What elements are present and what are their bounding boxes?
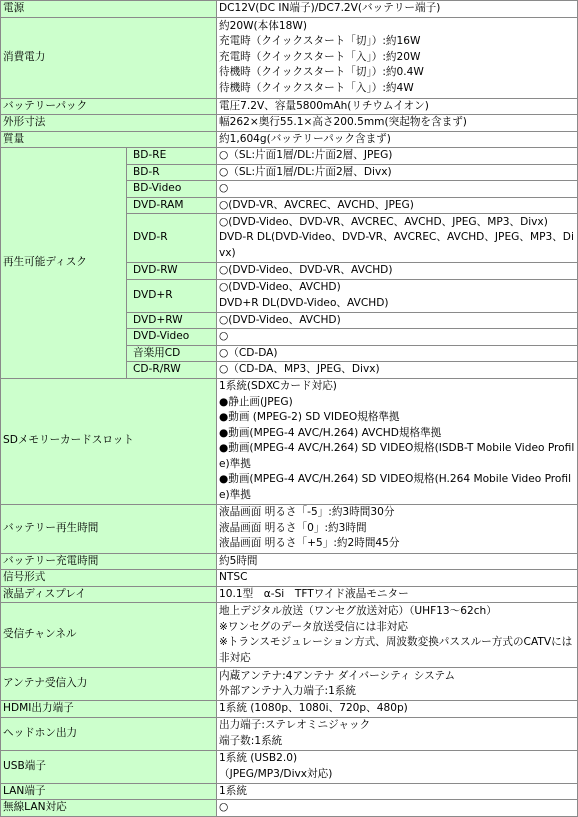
- disc-name: DVD-Video: [127, 329, 217, 346]
- value-sd-slot: [217, 378, 578, 504]
- play-time-line: 液晶画面 明るさ「+5」:約2時間45分: [219, 537, 400, 550]
- sd-line: ●動画 (MPEG-2) SD VIDEO規格準拠: [219, 411, 400, 423]
- label-usb: USB端子: [1, 750, 217, 783]
- row-power-consumption: [1, 17, 578, 98]
- row-disc-bd-re: [1, 148, 578, 165]
- disc-name: BD-Video: [127, 181, 217, 198]
- label-battery-play-time: バッテリー再生時間: [1, 504, 217, 553]
- value-power-source: DC12V(DC IN端子)/DC7.2V(バッテリー端子): [217, 1, 578, 18]
- value-lan: 1系統: [217, 783, 578, 800]
- value-battery-charge-time: 約5時間: [217, 553, 578, 570]
- row-power-source: [1, 1, 578, 18]
- value-battery-play-time: [217, 504, 578, 553]
- play-time-line: 液晶画面 明るさ「-5」:約3時間30分: [219, 506, 395, 519]
- disc-support: ○(DVD-Video、DVD-VR、AVCHD): [217, 263, 578, 280]
- value-channels: [217, 603, 578, 668]
- row-weight: [1, 131, 578, 148]
- row-antenna: [1, 668, 578, 701]
- channel-line: ※トランスモジュレーション方式、周波数変換パススルー方式のCATVには非対応: [219, 636, 573, 664]
- row-battery-charge-time: [1, 553, 578, 570]
- channel-line: ※ワンセグのデータ放送受信には非対応: [219, 620, 408, 633]
- sd-line: ●静止画(JPEG): [219, 395, 293, 408]
- sd-line: ●動画(MPEG-4 AVC/H.264) AVCHD規格準拠: [219, 426, 442, 439]
- label-headphone: ヘッドホン出力: [1, 717, 217, 750]
- disc-support: ○（CD-DA): [217, 345, 578, 362]
- value-signal-format: NTSC: [217, 570, 578, 587]
- power-line: 待機時（クイックスタート「切」）:約0.4W: [219, 66, 424, 79]
- label-signal-format: 信号形式: [1, 570, 217, 587]
- antenna-line: 内蔵アンテナ:4アンテナ ダイバーシティ システム: [219, 669, 456, 682]
- value-weight: 約1,604g(バッテリーパック含まず): [217, 131, 578, 148]
- channel-line: 地上デジタル放送（ワンセグ放送対応）（UHF13～62ch）: [219, 605, 497, 617]
- row-signal-format: [1, 570, 578, 587]
- disc-support-line: DVD+R DL(DVD-Video、AVCHD): [219, 296, 389, 309]
- sd-line: 1系統(SDXCカード対応): [219, 380, 337, 392]
- disc-name: DVD-R: [127, 214, 217, 263]
- value-dimensions: 幅262×奥行55.1×高さ200.5mm(突起物を含まず): [217, 115, 578, 132]
- row-hdmi: [1, 701, 578, 718]
- disc-name: 音楽用CD: [127, 345, 217, 362]
- label-battery-charge-time: バッテリー充電時間: [1, 553, 217, 570]
- disc-support: ○: [217, 329, 578, 346]
- label-channels: 受信チャンネル: [1, 603, 217, 668]
- value-usb: [217, 750, 578, 783]
- disc-support-line: DVD-R DL(DVD-Video、DVD-VR、AVCREC、AVCHD、JPEG、MP3、Divx): [219, 231, 574, 259]
- disc-support: ○(DVD-VR、AVCREC、AVCHD、JPEG): [217, 197, 578, 214]
- row-battery-play-time: [1, 504, 578, 553]
- power-line: 待機時（クイックスタート「入」）:約4W: [219, 81, 414, 94]
- row-dimensions: [1, 115, 578, 132]
- disc-name: DVD+RW: [127, 312, 217, 329]
- disc-name: DVD-RW: [127, 263, 217, 280]
- value-power-consumption: [217, 17, 578, 98]
- power-line: 充電時（クイックスタート「切」）:約16W: [219, 35, 421, 48]
- disc-name: DVD+R: [127, 279, 217, 312]
- power-line: 約20W(本体18W): [219, 19, 307, 32]
- row-lan: [1, 783, 578, 800]
- disc-support-line: ○(DVD-Video、AVCHD): [219, 281, 341, 293]
- label-sd-slot: SDメモリーカードスロット: [1, 378, 217, 504]
- label-weight: 質量: [1, 131, 217, 148]
- headphone-line: 出力端子:ステレオミニジャック: [219, 719, 371, 731]
- row-channels: [1, 603, 578, 668]
- label-lan: LAN端子: [1, 783, 217, 800]
- value-headphone: [217, 717, 578, 750]
- disc-support: [217, 214, 578, 263]
- value-lcd: 10.1型 α-Si TFTワイド液晶モニター: [217, 586, 578, 603]
- disc-name: BD-RE: [127, 148, 217, 165]
- disc-name: BD-R: [127, 164, 217, 181]
- disc-support: ○(DVD-Video、AVCHD): [217, 312, 578, 329]
- antenna-line: 外部アンテナ入力端子:1系統: [219, 685, 357, 697]
- value-antenna: [217, 668, 578, 701]
- label-power-consumption: 消費電力: [1, 17, 217, 98]
- row-lcd: [1, 586, 578, 603]
- usb-line: 1系統 (USB2.0): [219, 752, 298, 764]
- play-time-line: 液晶画面 明るさ「0」:約3時間: [219, 521, 367, 534]
- sd-line: ●動画(MPEG-4 AVC/H.264) SD VIDEO規格(ISDB-T Mobile Video Profile)準拠: [219, 442, 575, 470]
- disc-support-line: ○(DVD-Video、DVD-VR、AVCREC、AVCHD、JPEG、MP3、Divx): [219, 215, 548, 228]
- disc-support: ○（SL:片面1層/DL:片面2層、Divx): [217, 164, 578, 181]
- label-lcd: 液晶ディスプレイ: [1, 586, 217, 603]
- power-line: 充電時（クイックスタート「入」）:約20W: [219, 50, 421, 63]
- label-power-source: 電源: [1, 1, 217, 18]
- disc-support: ○（SL:片面1層/DL:片面2層、JPEG): [217, 148, 578, 165]
- disc-support: [217, 279, 578, 312]
- value-hdmi: 1系統 (1080p、1080i、720p、480p): [217, 701, 578, 718]
- disc-support: ○（CD-DA、MP3、JPEG、Divx): [217, 362, 578, 379]
- value-wireless-lan: ○: [217, 800, 578, 817]
- usb-line: （JPEG/MP3/Divx対応): [219, 767, 333, 780]
- sd-line: ●動画(MPEG-4 AVC/H.264) SD VIDEO規格(H.264 Mobile Video Profile)準拠: [219, 473, 572, 501]
- label-hdmi: HDMI出力端子: [1, 701, 217, 718]
- label-antenna: アンテナ受信入力: [1, 668, 217, 701]
- label-playable-discs: 再生可能ディスク: [1, 148, 127, 379]
- row-usb: [1, 750, 578, 783]
- value-battery-pack: 電圧7.2V、容量5800mAh(リチウムイオン): [217, 98, 578, 115]
- label-wireless-lan: 無線LAN対応: [1, 800, 217, 817]
- headphone-line: 端子数:1系統: [219, 734, 283, 747]
- row-sd-slot: [1, 378, 578, 504]
- row-headphone: [1, 717, 578, 750]
- label-battery-pack: バッテリーパック: [1, 98, 217, 115]
- disc-name: DVD-RAM: [127, 197, 217, 214]
- disc-support: ○: [217, 181, 578, 198]
- row-battery-pack: [1, 98, 578, 115]
- disc-name: CD-R/RW: [127, 362, 217, 379]
- label-dimensions: 外形寸法: [1, 115, 217, 132]
- row-wireless-lan: [1, 800, 578, 817]
